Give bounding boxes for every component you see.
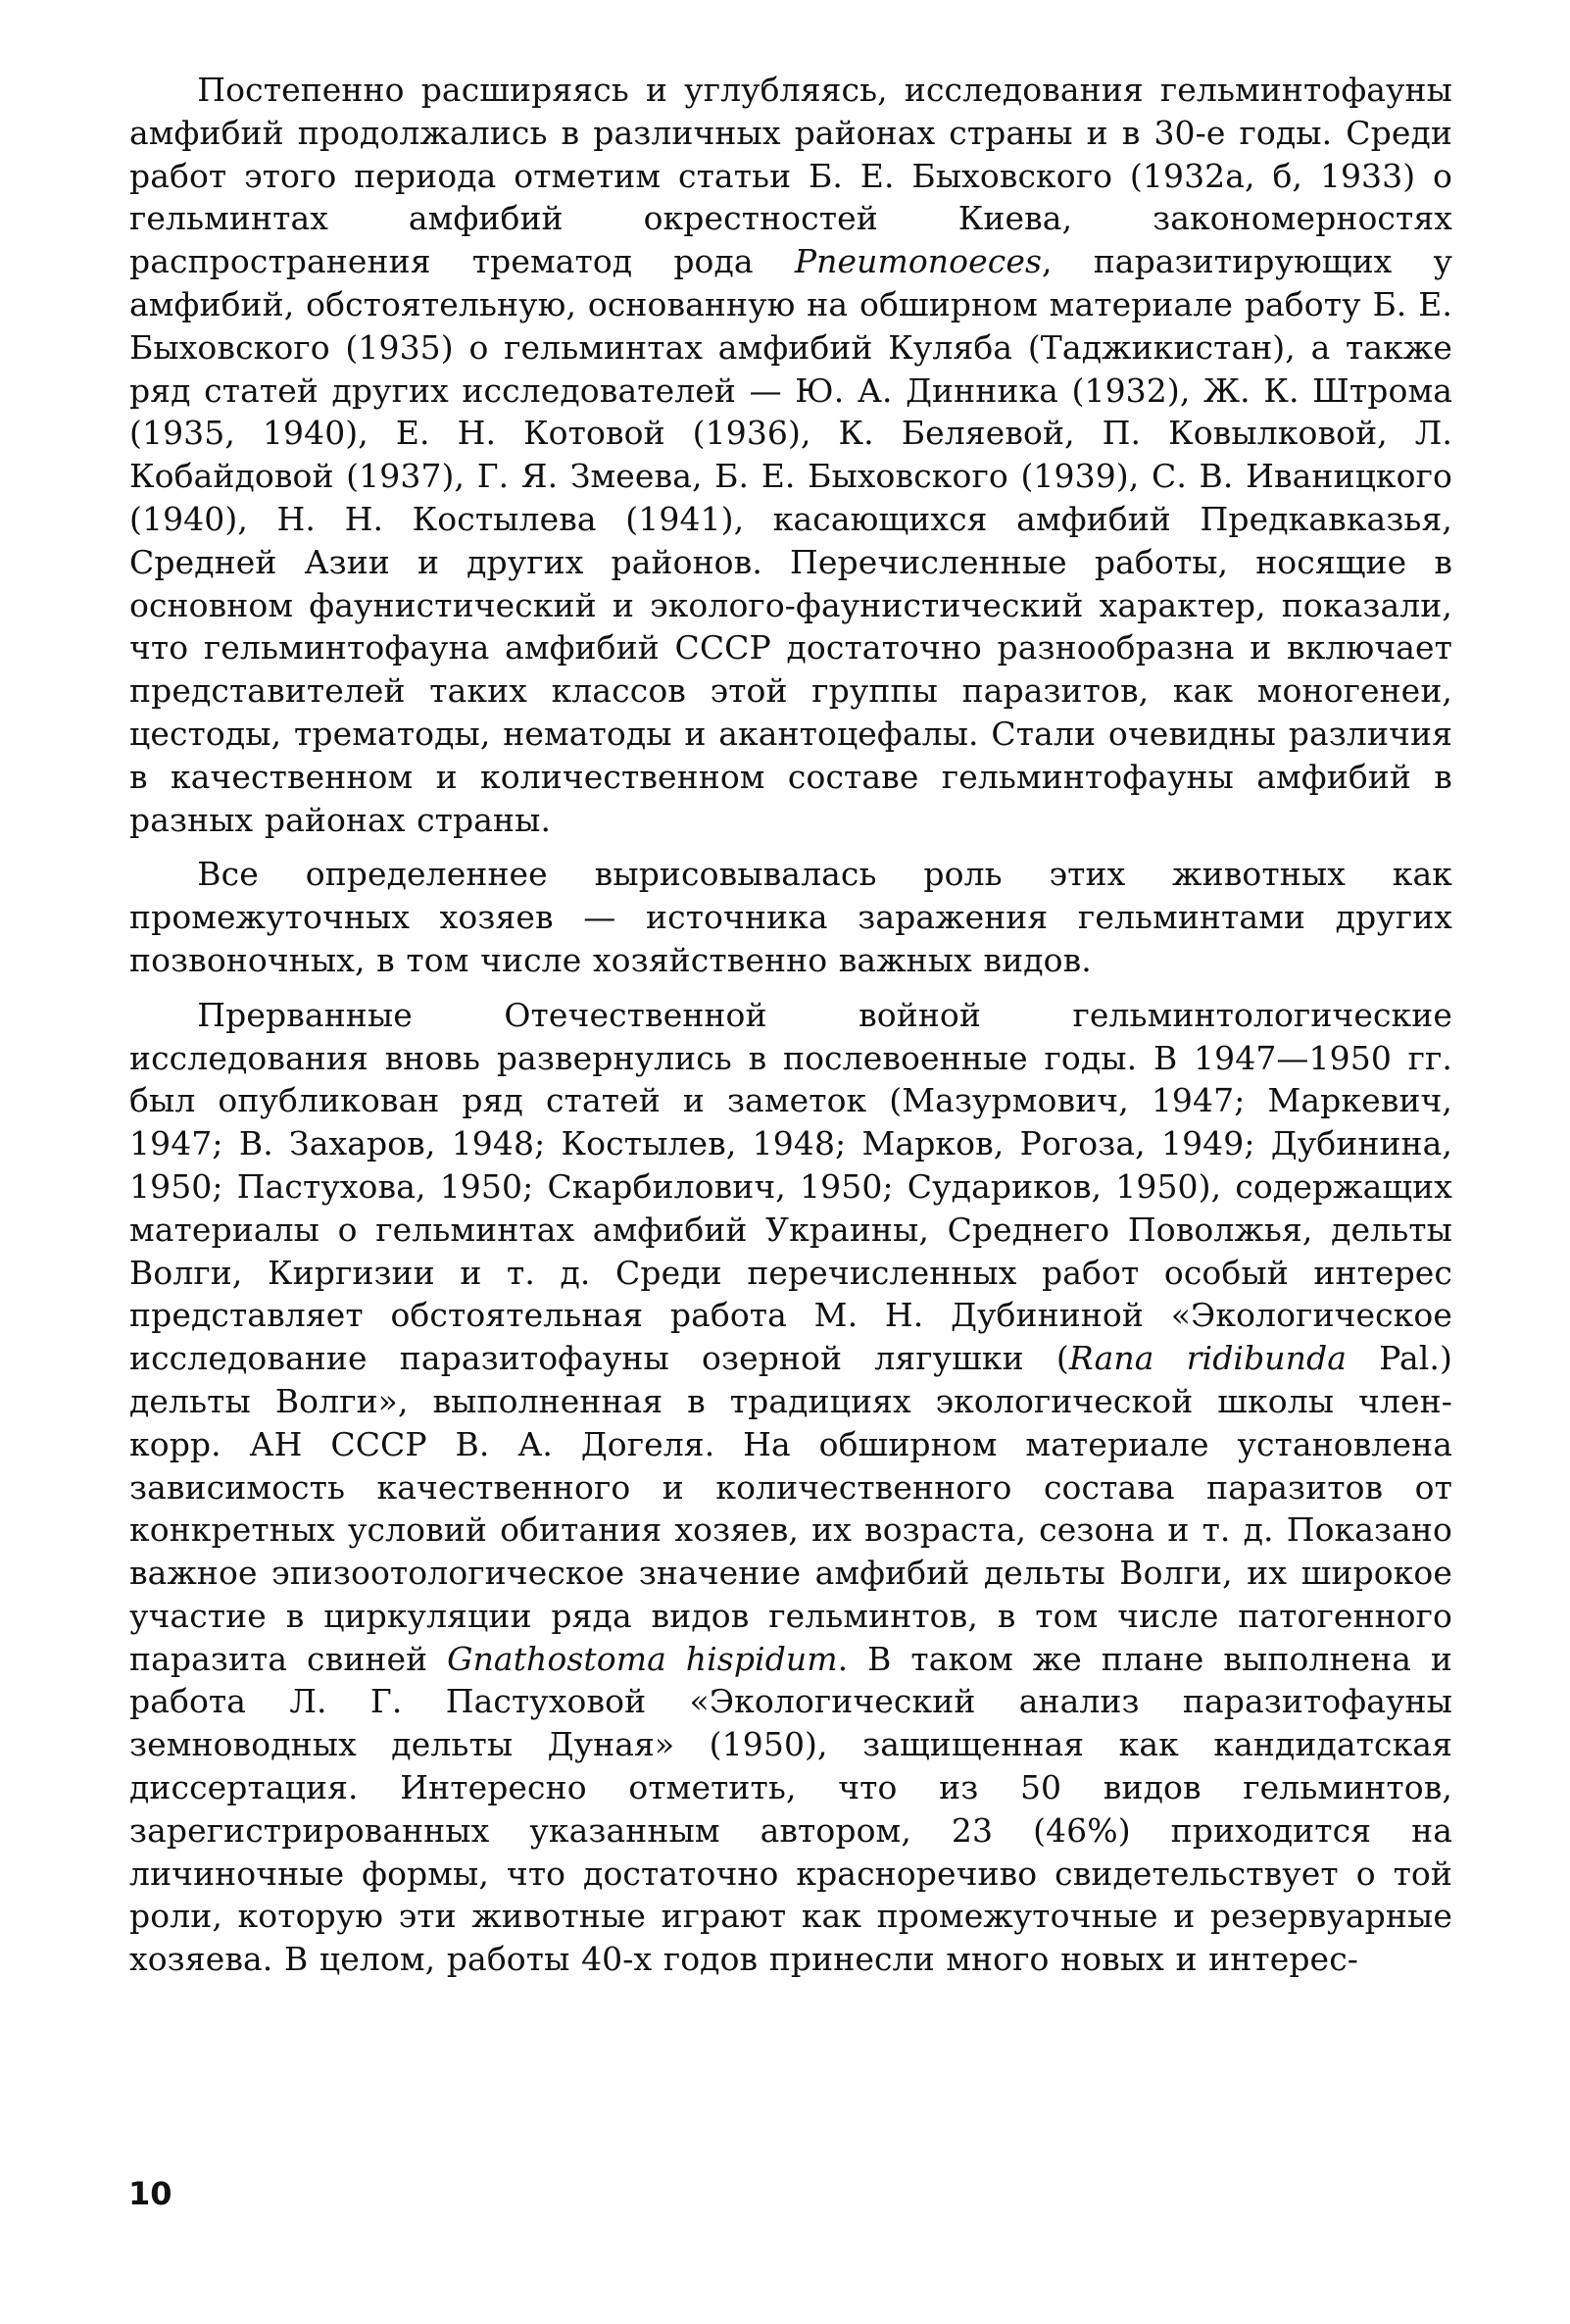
text-run: Все определеннее вырисовывалась роль этих животных как промежуточных хозяев — источника заражения гельминтами других позвоночных, в том числе хозяйственно важных видов.: [129, 855, 1452, 979]
text-run: Постепенно расширяясь и углубляясь, исследования гельминтофауны амфибий продолжались в различных районах страны и в 30-е годы. Среди работ этого периода отметим статьи Б. Е. Быховского (1932а, б, 1933) о гельминтах амфибий окрестностей Киева, закономерностях распространения трематод рода: [129, 71, 1452, 281]
paragraph-postwar-research: [129, 994, 1452, 1981]
latin-species-name: Rana ridibunda: [1068, 1339, 1348, 1378]
latin-species-name: Gnathostoma hispidum: [447, 1639, 838, 1678]
latin-genus-name: Pneumonoeces: [794, 242, 1043, 281]
paragraph-intermediate-hosts: [129, 853, 1452, 981]
text-run: . В таком же плане выполнена и работа Л. Г. Пастуховой «Экологический анализ паразитофауны земноводных дельты Дуная» (1950), защищенная как кандидатская диссертация. Интересно отметить, что из 50 видов гельминтов, зарегистрированных указанным автором, 23 (46%) приходится на личиночные формы, что достаточно красноречиво свидетельствует о той роли, которую эти животные играют как промежуточные и резервуарные хозяева. В целом, работы 40-х годов принесли много новых и интерес-: [129, 1639, 1452, 1979]
text-run: , паразитирующих у амфибий, обстоятельную, основанную на обширном материале работу Б. Е. Быховского (1935) о гельминтах амфибий Куляба (Таджикистан), а также ряд статей других исследователей — Ю. А. Динника (1932), Ж. К. Штрома (1935, 1940), Е. Н. Котовой (1936), К. Беляевой, П. Ковылковой, Л. Кобайдовой (1937), Г. Я. Змеева, Б. Е. Быховского (1939), С. В. Иваницкого (1940), Н. Н. Костылева (1941), касающихся амфибий Предкавказья, Средней Азии и других районов. Перечисленные работы, носящие в основном фаунистический и эколого-фаунистический характер, показали, что гельминтофауна амфибий СССР достаточно разнообразна и включает представителей таких классов этой группы паразитов, как моногенеи, цестоды, трематоды, нематоды и акантоцефалы. Стали очевидны различия в качественном и количественном составе гельминтофауны амфибий в разных районах страны.: [129, 242, 1452, 839]
text-run: Прерванные Отечественной войной гельминтологические исследования вновь развернулись в послевоенные годы. В 1947—1950 гг. был опубликован ряд статей и заметок (Мазурмович, 1947; Маркевич, 1947; В. Захаров, 1948; Костылев, 1948; Марков, Рогоза, 1949; Дубинина, 1950; Пастухова, 1950; Скарбилович, 1950; Судариков, 1950), содержащих материалы о гельминтах амфибий Украины, Среднего Поволжья, дельты Волги, Киргизии и т. д. Среди перечисленных работ особый интерес представляет обстоятельная работа М. Н. Дубининой «Экологическое исследование паразитофауны озерной лягушки (: [129, 995, 1452, 1378]
body-text: [129, 69, 1452, 1981]
text-run: Pal.) дельты Волги», выполненная в традициях экологической школы член-корр. АН СССР В. А. Догеля. На обширном материале установлена зависимость качественного и количественного состава паразитов от конкретных условий обитания хозяев, их возраста, сезона и т. д. Показано важное эпизоотологическое значение амфибий дельты Волги, их широкое участие в циркуляции ряда видов гельминтов, в том числе патогенного паразита свиней: [129, 1339, 1452, 1678]
page-number: 10: [128, 2175, 172, 2212]
paragraph-helminth-research-30s: [129, 69, 1452, 841]
